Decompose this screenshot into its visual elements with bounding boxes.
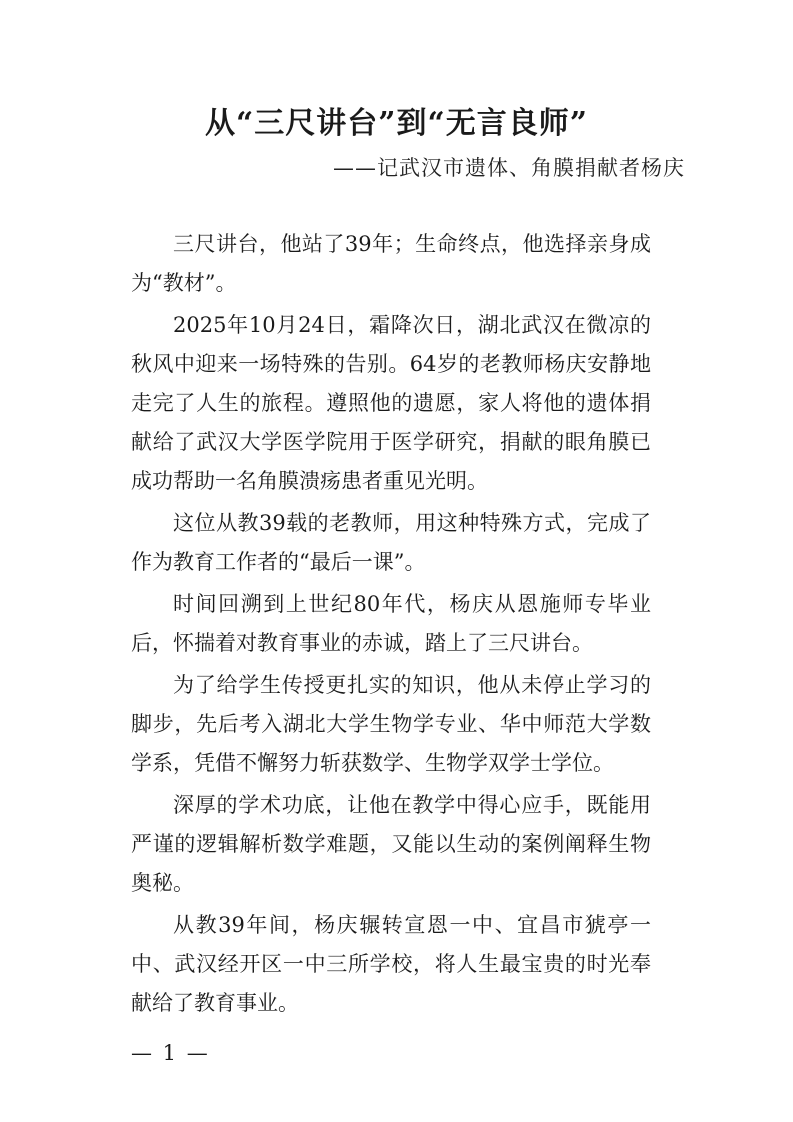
- article-subtitle: ——记武汉市遗体、角膜捐献者杨庆: [333, 156, 685, 180]
- paragraph-7: 从教39年间，杨庆辗转宣恩一中、宜昌市猇亭一中、武汉经开区一中三所学校，将人生最宝贵的时光奉献给了教育事业。: [131, 913, 651, 1015]
- article-body: [131, 225, 651, 1023]
- paragraph-1: 三尺讲台，他站了39年；生命终点，他选择亲身成为“教材”。: [131, 232, 651, 295]
- paragraph-5: 为了给学生传授更扎实的知识，他从未停止学习的脚步，先后考入湖北大学生物学专业、华中师范大学数学系，凭借不懈努力斩获数学、生物学双学士学位。: [131, 673, 651, 775]
- paragraph-4: 时间回溯到上世纪80年代，杨庆从恩施师专毕业后，怀揣着对教育事业的赤诚，踏上了三尺讲台。: [131, 592, 651, 655]
- page-number: — 1 —: [131, 1041, 210, 1065]
- paragraph-6: 深厚的学术功底，让他在教学中得心应手，既能用严谨的逻辑解析数学难题，又能以生动的案例阐释生物奥秘。: [131, 793, 651, 895]
- paragraph-3: 这位从教39载的老教师，用这种特殊方式，完成了作为教育工作者的“最后一课”。: [131, 511, 651, 574]
- paragraph-2: 2025年10月24日，霜降次日，湖北武汉在微凉的秋风中迎来一场特殊的告别。64岁的老教师杨庆安静地走完了人生的旅程。遵照他的遗愿，家人将他的遗体捐献给了武汉大学医学院用于医学研究，捐献的眼角膜已成功帮助一名角膜溃疡患者重见光明。: [131, 313, 651, 493]
- article-title: 从“三尺讲台”到“无言良师”: [204, 106, 589, 141]
